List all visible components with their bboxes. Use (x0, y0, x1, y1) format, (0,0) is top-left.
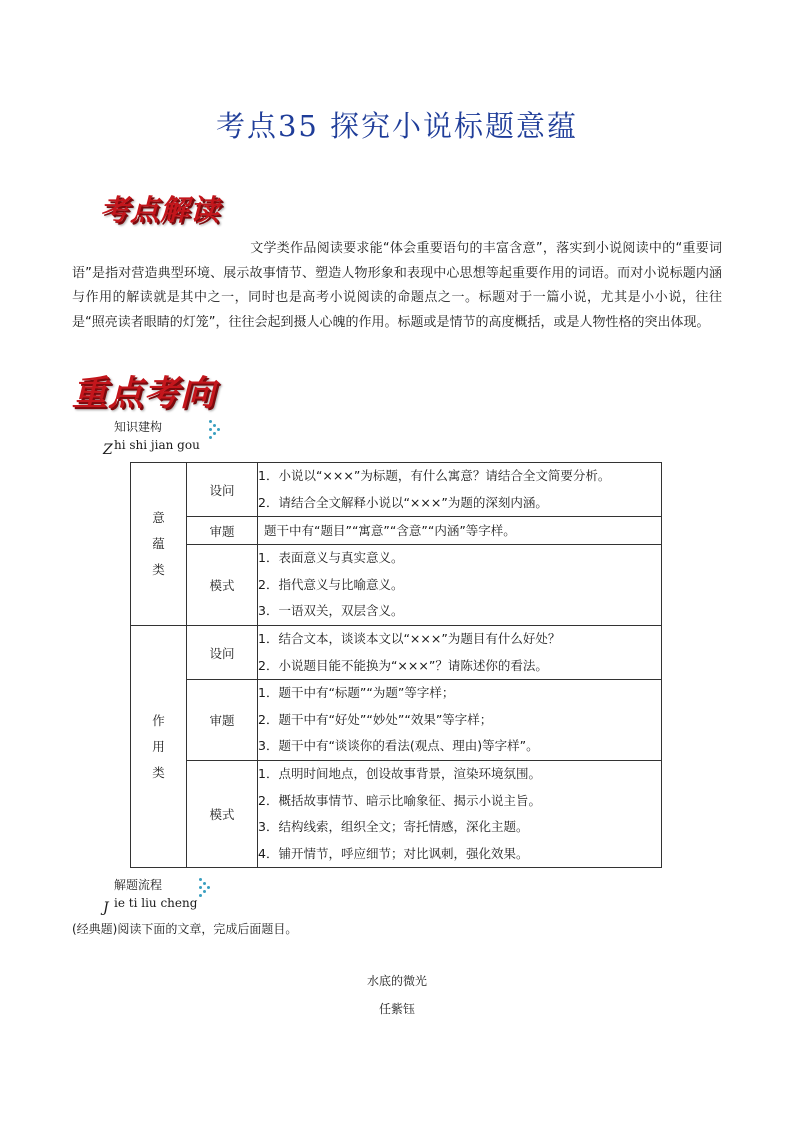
story-title: 水底的微光 (366, 974, 427, 988)
row-content: 1．点明时间地点，创设故事背景，渲染环境氛围。 2．概括故事情节、暗示比喻象征、揭示小说主旨。 3．结构线索，组织全文；寄托情感，深化主题。 4．铺开情节，呼应细节；对比讽刺，强化效果。 (258, 761, 662, 868)
row-content: 1．结合文本，谈谈本文以“×××”为题目有什么好处？ 2．小说题目能不能换为“×××”？请陈述你的看法。 (258, 626, 662, 680)
section-title: 解题流程 (114, 878, 163, 892)
section-pinyin: hi shi jian gou (114, 438, 200, 452)
row-label: 设问 (187, 626, 258, 680)
intro-paragraph (72, 237, 722, 335)
category-function: 作 用 类 (131, 626, 187, 868)
story-author: 任紫钰 (378, 1002, 415, 1016)
exercise-instruction: (经典题)阅读下面的文章，完成后面题目。 (72, 922, 298, 936)
row-label: 模式 (187, 545, 258, 626)
section-knowledge-heading (103, 418, 233, 458)
row-content: 1．题干中有“标题”“为题”等字样； 2．题干中有“好处”“妙处”“效果”等字样； 3．题干中有“谈谈你的看法(观点、理由)等字样”。 (258, 680, 662, 761)
page-title: 考点35 探究小说标题意蕴 (215, 109, 579, 143)
section-title: 知识建构 (114, 420, 163, 434)
banner-focus: 重点考向 (72, 373, 217, 414)
section-solving-heading (103, 876, 233, 916)
intro-text: 文学类作品阅读要求能“体会重要语句的丰富含意”，落实到小说阅读中的“重要词语”是指对营造典型环境、展示故事情节、塑造人物形象和表现中心思想等起重要作用的词语。而对小说标题内涵与作用的解读就是其中之一，同时也是高考小说阅读的命题点之一。标题对于一篇小说，尤其是小小说，往往是“照亮读者眼睛的灯笼”，往往会起到摄人心魄的作用。标题或是情节的高度概括，或是人物性格的突出体现。 (72, 241, 722, 330)
section-pinyin: ie ti liu cheng (114, 896, 198, 910)
row-content: 题干中有“题目”“寓意”“含意”“内涵”等字样。 (258, 517, 662, 545)
knowledge-table (130, 462, 662, 868)
row-label: 审题 (187, 517, 258, 545)
category-meaning: 意 蕴 类 (131, 463, 187, 626)
row-label: 设问 (187, 463, 258, 517)
banner-interpretation: 考点解读 (100, 193, 221, 227)
row-label: 审题 (187, 680, 258, 761)
row-content: 1．小说以“×××”为标题，有什么寓意？请结合全文简要分析。 2．请结合全文解释小说以“×××”为题的深刻内涵。 (258, 463, 662, 517)
row-content: 1．表面意义与真实意义。 2．指代意义与比喻意义。 3．一语双关，双层含义。 (258, 545, 662, 626)
row-label: 模式 (187, 761, 258, 868)
section-cap-letter: J (103, 900, 109, 916)
section-cap-letter: Z (103, 442, 113, 458)
